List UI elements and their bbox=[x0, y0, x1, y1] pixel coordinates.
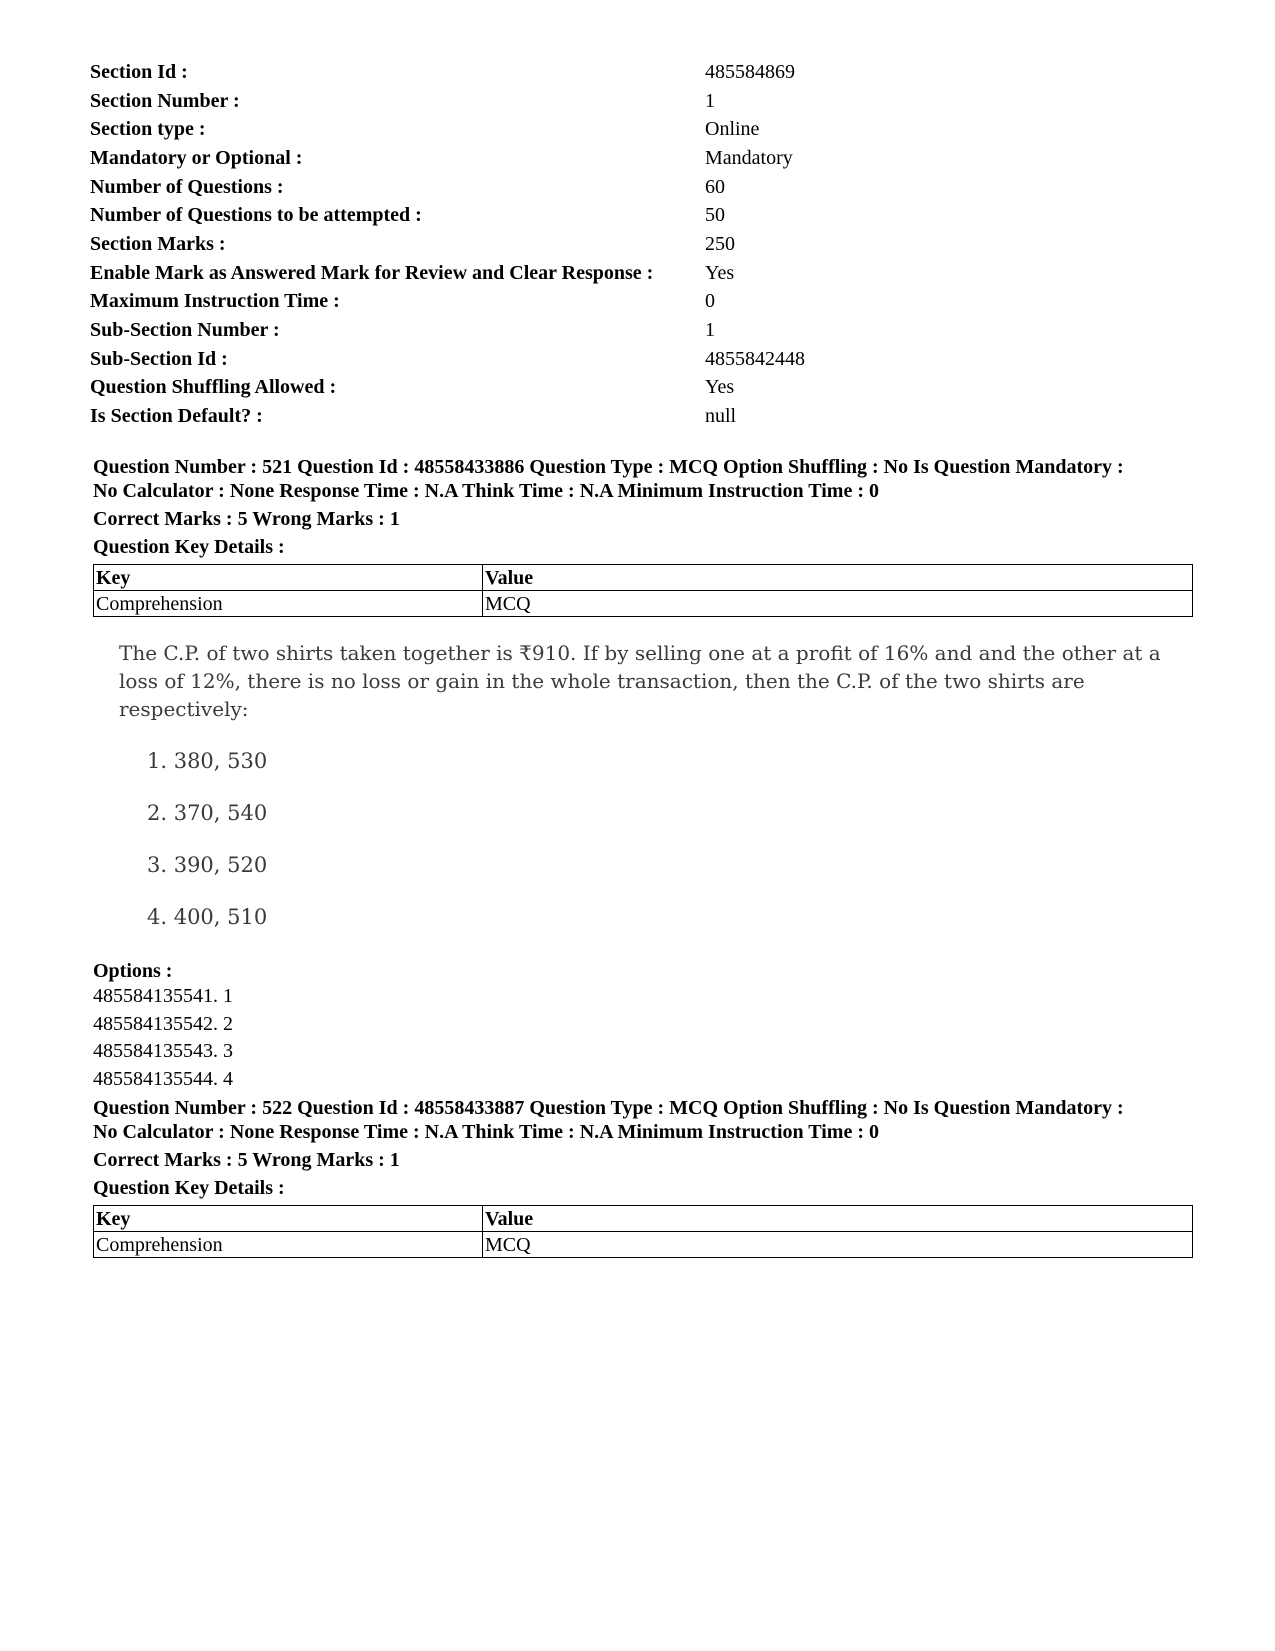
section-info-row bbox=[90, 115, 805, 144]
info-value: 50 bbox=[705, 204, 725, 227]
info-label: Is Section Default? : bbox=[90, 405, 263, 428]
info-label: Question Shuffling Allowed : bbox=[90, 376, 337, 399]
info-label: Section Marks : bbox=[90, 232, 226, 255]
option-id: 485584135541. 1 bbox=[93, 985, 233, 1007]
question-marks: Correct Marks : 5 Wrong Marks : 1 bbox=[93, 1149, 400, 1171]
info-label: Number of Questions to be attempted : bbox=[90, 204, 422, 227]
info-label: Section Id : bbox=[90, 60, 188, 83]
question-header-line: Question Number : 521 Question Id : 48558433886 Question Type : MCQ Option Shuffling : No Is Question Mandatory : bbox=[93, 456, 1124, 478]
question-header-line: Question Number : 522 Question Id : 48558433887 Question Type : MCQ Option Shuffling : No Is Question Mandatory : bbox=[93, 1097, 1124, 1119]
info-value: Yes bbox=[705, 376, 735, 399]
info-value: 4855842448 bbox=[705, 347, 805, 370]
table-header-key: Key bbox=[94, 1206, 483, 1232]
table-header-row bbox=[94, 1206, 1193, 1232]
info-label: Sub-Section Number : bbox=[90, 319, 280, 342]
table-row bbox=[94, 1232, 1193, 1258]
question-block-522 bbox=[93, 1097, 1203, 1258]
choice-item: 2. 370, 540 bbox=[147, 801, 268, 825]
info-value: 1 bbox=[705, 319, 715, 342]
info-label: Section type : bbox=[90, 118, 206, 141]
section-info-row bbox=[90, 230, 805, 259]
option-id: 485584135543. 3 bbox=[93, 1040, 233, 1062]
choice-item: 4. 400, 510 bbox=[147, 905, 268, 929]
table-cell-key: Comprehension bbox=[94, 1232, 483, 1258]
info-value: 250 bbox=[705, 232, 735, 255]
choice-item: 3. 390, 520 bbox=[147, 853, 268, 877]
info-label: Mandatory or Optional : bbox=[90, 146, 303, 169]
info-value: Mandatory bbox=[705, 146, 793, 169]
section-info-row bbox=[90, 201, 805, 230]
table-header-key: Key bbox=[94, 565, 483, 591]
table-header-value: Value bbox=[483, 1206, 1193, 1232]
info-label: Sub-Section Id : bbox=[90, 347, 228, 370]
question-header bbox=[93, 1097, 1203, 1144]
info-value: 60 bbox=[705, 175, 725, 198]
info-label: Number of Questions : bbox=[90, 175, 284, 198]
section-info-row bbox=[90, 316, 805, 345]
option-id: 485584135544. 4 bbox=[93, 1067, 233, 1090]
choice-item: 1. 380, 530 bbox=[147, 749, 268, 773]
info-value: Yes bbox=[705, 261, 735, 284]
table-header-value: Value bbox=[483, 565, 1193, 591]
question-header bbox=[93, 456, 1203, 503]
table-row bbox=[94, 591, 1193, 617]
question-choices bbox=[119, 747, 1203, 955]
info-value: Online bbox=[705, 118, 760, 141]
section-info-row bbox=[90, 259, 805, 288]
table-header-row bbox=[94, 565, 1193, 591]
info-label: Maximum Instruction Time : bbox=[90, 290, 340, 313]
section-info-row bbox=[90, 288, 805, 317]
section-info-row bbox=[90, 173, 805, 202]
question-marks: Correct Marks : 5 Wrong Marks : 1 bbox=[93, 508, 400, 530]
section-info-row bbox=[90, 374, 805, 403]
key-details-title: Question Key Details : bbox=[93, 1177, 285, 1199]
info-value: null bbox=[705, 405, 737, 428]
options-title: Options : bbox=[93, 960, 173, 982]
info-label: Enable Mark as Answered Mark for Review and Clear Response : bbox=[90, 261, 654, 284]
section-info-row bbox=[90, 345, 805, 374]
table-cell-value: MCQ bbox=[483, 1232, 1193, 1258]
info-label: Section Number : bbox=[90, 89, 240, 112]
key-details-table bbox=[93, 564, 1193, 617]
section-info-row bbox=[90, 87, 805, 116]
info-value: 485584869 bbox=[705, 60, 795, 83]
option-id: 485584135542. 2 bbox=[93, 1012, 233, 1035]
question-content bbox=[93, 639, 1203, 955]
section-info-row bbox=[90, 144, 805, 173]
table-cell-key: Comprehension bbox=[94, 591, 483, 617]
section-info-row bbox=[90, 402, 805, 431]
question-block-521 bbox=[93, 456, 1203, 1093]
table-cell-value: MCQ bbox=[483, 591, 1193, 617]
info-value: 1 bbox=[705, 89, 715, 112]
section-details bbox=[90, 58, 805, 431]
section-info-row bbox=[90, 58, 805, 87]
question-header-line: No Calculator : None Response Time : N.A Think Time : N.A Minimum Instruction Time : 0 bbox=[93, 1120, 879, 1143]
key-details-title: Question Key Details : bbox=[93, 536, 285, 558]
question-text: The C.P. of two shirts taken together is ₹910. If by selling one at a profit of 16% and and the other at a loss of 12%, there is no loss or gain in the whole transaction, then the C.P. of the two shirts are respectively: bbox=[119, 641, 1161, 721]
info-value: 0 bbox=[705, 290, 715, 313]
key-details-table bbox=[93, 1205, 1193, 1258]
question-header-line: No Calculator : None Response Time : N.A Think Time : N.A Minimum Instruction Time : 0 bbox=[93, 479, 879, 502]
